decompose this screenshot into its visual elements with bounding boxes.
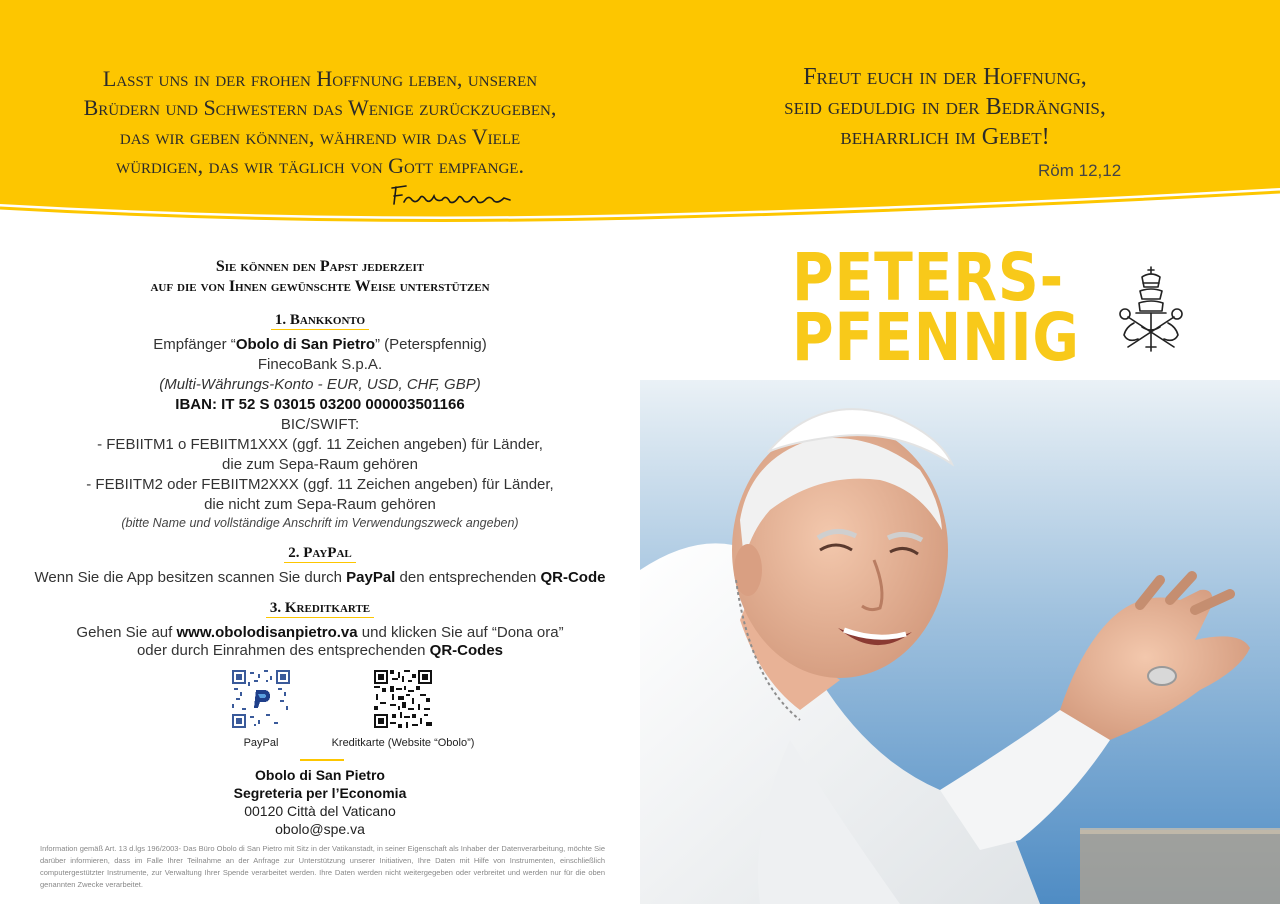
card-qr-label: Kreditkarte (Website “Obolo”) [331,737,475,749]
band-wave-divider [0,178,1280,238]
paypal-qr-code[interactable] [232,670,290,728]
bic-line: die zum Sepa-Raum gehören [222,456,418,473]
bible-reference: Röm 12,12 [1038,161,1122,180]
bank-section-title-text: 1. Bankkonto [271,312,369,330]
pope-quote-line: würdigen, das wir täglich von Gott empfange. [116,153,524,178]
recipient-prefix: Empfänger “ [153,336,236,353]
bank-currencies: (Multi-Währungs-Konto - EUR, USD, CHF, GBP) [159,376,481,393]
website-link[interactable]: www.obolodisanpietro.va [176,624,358,641]
paypal-brand: PayPal [346,569,396,586]
card-text: oder durch Einrahmen des entsprechenden [136,642,430,659]
pope-quote [30,64,610,180]
paypal-text: Wenn Sie die App besitzen scannen Sie durch [34,569,347,586]
card-text: Gehen Sie auf [76,624,177,641]
paypal-qr-word: QR-Code [540,569,606,586]
card-instructions-line1 [0,624,640,641]
bank-iban: IBAN: IT 52 S 03015 03200 000003501166 [175,396,465,413]
support-heading-line: Sie können den Papst jederzeit [215,258,425,275]
bible-quote-line: beharrlich im Gebet! [840,124,1050,150]
recipient-suffix: ” (Peterspfennig) [375,336,487,353]
address-department: Segreteria per l’Economia [233,785,407,801]
card-text: und klicken Sie auf “Dona ora” [357,624,564,641]
bank-recipient [0,336,640,353]
peterspfennig-title [792,239,1127,376]
card-section-title-text: 3. Kreditkarte [266,600,374,618]
pope-photo [640,380,1280,904]
card-qr-code[interactable] [374,670,432,728]
bic-label: BIC/SWIFT: [280,416,360,433]
franciscus-signature [386,180,516,210]
bic-line: die nicht zum Sepa-Raum gehören [204,496,436,513]
title-line: PFENNIG [792,299,1080,376]
address-organisation: Obolo di San Pietro [255,767,385,783]
pope-quote-line: das wir geben können, während wir das Viele [119,124,521,149]
paypal-text: den entsprechenden [395,569,541,586]
address-city: 00120 Città del Vaticano [244,803,396,819]
card-instructions-line2 [0,642,640,659]
privacy-fine-print: Information gemäß Art. 13 d.lgs 196/2003- Das Büro Obolo di San Pietro mit Sitz in der Vatikanstadt, in seiner Eigenschaft als Inhaber der Datenverarbeitung, möchte Sie darüber informieren, dass im Falle Ihrer Teilnahme an der Anfrage zur Unterstützung unserer Initiativen, Ihre Daten mit Hilfe von Instrumenten, einschließlich computergestützter Instrumente, zur Verwaltung Ihrer Spende verarbeitet werden. Ihre Daten werden nicht weitergegeben oder verbreitet und werden nur für die oben genannten Zwecke verarbeitet. [40,844,605,889]
paypal-instructions [0,569,640,586]
bank-note: (bitte Name und vollständige Anschrift im Verwendungszweck angeben) [121,516,519,530]
bible-quote [680,62,1210,152]
card-qr-word: QR-Codes [429,642,504,659]
bible-quote-line: Freut euch in der Hoffnung, [803,64,1087,90]
recipient-name: Obolo di San Pietro [235,336,375,353]
card-section-title [0,600,640,617]
bic-line: - FEBIITM2 oder FEBIITM2XXX (ggf. 11 Zeichen angeben) für Länder, [86,476,554,493]
address-divider [300,759,344,761]
bank-section-title [0,312,640,329]
bible-quote-line: seid geduldig in der Bedrängnis, [784,94,1106,120]
pope-quote-line: Lasst uns in der frohen Hoffnung leben, unseren [102,66,538,91]
paypal-qr-label: PayPal [243,737,279,749]
title-line: PETERS- [792,239,1065,316]
papal-coat-of-arms-icon [1112,263,1190,355]
address-email[interactable]: obolo@spe.va [275,821,365,837]
support-heading-line: auf die von Ihnen gewünschte Weise unterstützen [150,278,490,295]
paypal-section-title [0,545,640,562]
paypal-section-title-text: 2. PayPal [284,545,355,563]
bic-line: - FEBIITM1 o FEBIITM1XXX (ggf. 11 Zeichen angeben) für Länder, [97,436,543,453]
pope-quote-line: Brüdern und Schwestern das Wenige zurückzugeben, [83,95,557,120]
bank-name: FinecoBank S.p.A. [257,356,383,373]
